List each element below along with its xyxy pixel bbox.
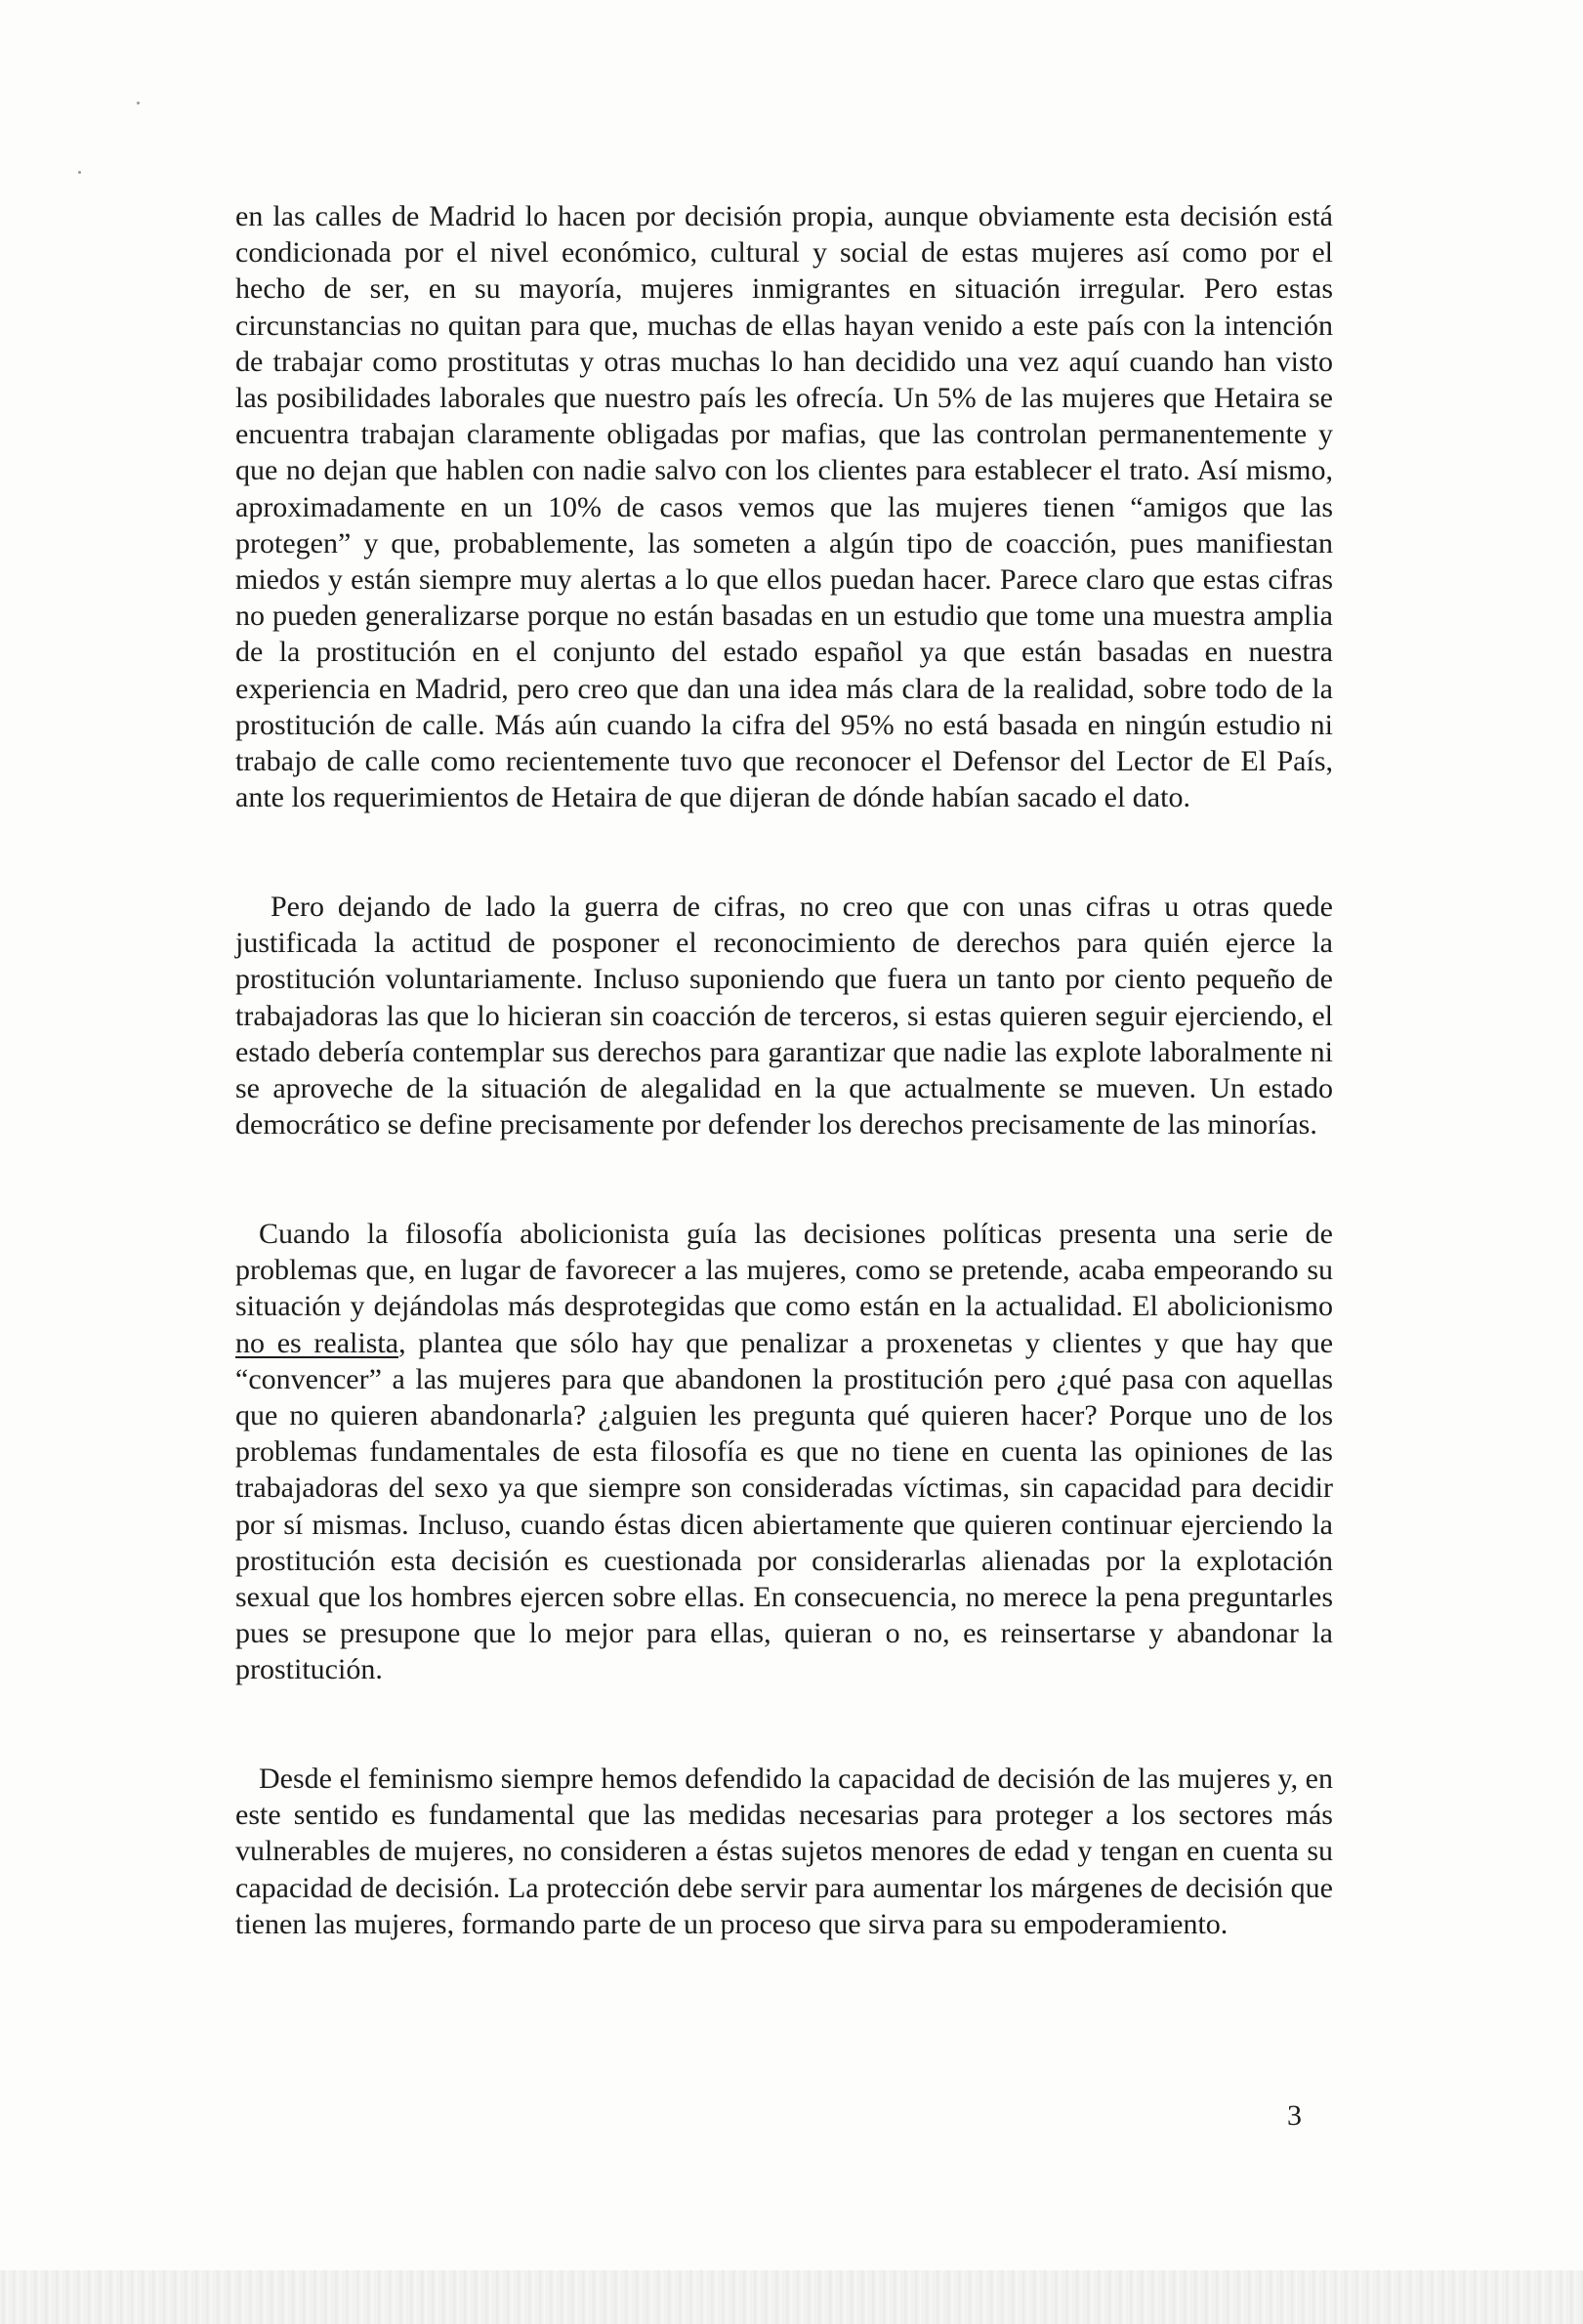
scan-bottom-edge [0, 2270, 1583, 2324]
scan-speck [78, 171, 81, 174]
paragraph-3-text-start: Cuando la filosofía abolicionista guía las decisiones políticas presenta una serie de problemas que, en lugar de favorecer a las mujeres, como se pretende, acaba empeorando su situación y dejándolas más desprotegidas que como están en la actualidad. El abolicionismo [235, 1218, 1333, 1323]
paragraph-3-text-end: , plantea que sólo hay que penalizar a proxenetas y clientes y que hay que “convencer” a las mujeres para que abandonen la prostitución pero ¿qué pasa con aquellas que no quieren abandonarla? ¿alguien les pregunta qué quieren hacer? Porque uno de los problemas fundamentales de esta filosofía es que no tiene en cuenta las opiniones de las trabajadoras del sexo ya que siempre son consideradas víctimas, sin capacidad para decidir por sí mismas. Incluso, cuando éstas dicen abiertamente que quieren continuar ejerciendo la prostitución esta decisión es cuestionada por considerarlas alienadas por la explotación sexual que los hombres ejercen sobre ellas. En consecuencia, no merece la pena preguntarles pues se presupone que lo mejor para ellas, quieran o no, es reinsertarse y abandonar la prostitución. [235, 1326, 1334, 1686]
paragraph-4-text: Desde el feminismo siempre hemos defendido la capacidad de decisión de las mujeres y, en este sentido es fundamental que las medidas necesarias para proteger a los sectores más vulnerables de mujeres, no consideren a éstas sujetos menores de edad y tengan en cuenta su capacidad de decisión. La protección debe servir para aumentar los márgenes de decisión que tienen las mujeres, formando parte de un proceso que sirva para su empoderamiento. [235, 1763, 1333, 1940]
paragraph-1 [235, 198, 1333, 815]
scan-speck [137, 102, 140, 104]
underlined-phrase: no es realista [235, 1326, 399, 1359]
paragraph-3 [235, 1216, 1333, 1688]
paragraph-4 [235, 1761, 1333, 1942]
paragraph-2-text: Pero dejando de lado la guerra de cifras, no creo que con unas cifras u otras quede justificada la actitud de posponer el reconocimiento de derechos para quién ejerce la prostitución voluntariamente. Incluso suponiendo que fuera un tanto por ciento pequeño de trabajadoras las que lo hicieran sin coacción de terceros, si estas quieren seguir ejerciendo, el estado debería contemplar sus derechos para garantizar que nadie las explote laboralmente ni se aproveche de la situación de alegalidad en la que actualmente se mueven. Un estado democrático se define precisamente por defender los derechos precisamente de las minorías. [235, 891, 1333, 1141]
paragraph-2 [235, 889, 1333, 1142]
page-number: 3 [1287, 2099, 1302, 2132]
paragraph-1-text: en las calles de Madrid lo hacen por decisión propia, aunque obviamente esta decisión está condicionada por el nivel económico, cultural y social de estas mujeres así como por el hecho de ser, en su mayoría, mujeres inmigrantes en situación irregular. Pero estas circunstancias no quitan para que, muchas de ellas hayan venido a este país con la intención de trabajar como prostitutas y otras muchas lo han decidido una vez aquí cuando han visto las posibilidades laborales que nuestro país les ofrecía. Un 5% de las mujeres que Hetaira se encuentra trabajan claramente obligadas por mafias, que las controlan permanentemente y que no dejan que hablen con nadie salvo con los clientes para establecer el trato. Así mismo, aproximadamente en un 10% de casos vemos que las mujeres tienen “amigos que las protegen” y que, probablemente, las someten a algún tipo de coacción, pues manifiestan miedos y están siempre muy alertas a lo que ellos puedan hacer. Parece claro que estas cifras no pueden generalizarse porque no están basadas en un estudio que tome una muestra amplia de la prostitución en el conjunto del estado español ya que están basadas en nuestra experiencia en Madrid, pero creo que dan una idea más clara de la realidad, sobre todo de la prostitución de calle. Más aún cuando la cifra del 95% no está basada en ningún estudio ni trabajo de calle como recientemente tuvo que reconocer el Defensor del Lector de El País, ante los requerimientos de Hetaira de que dijeran de dónde habían sacado el dato. [235, 200, 1333, 814]
